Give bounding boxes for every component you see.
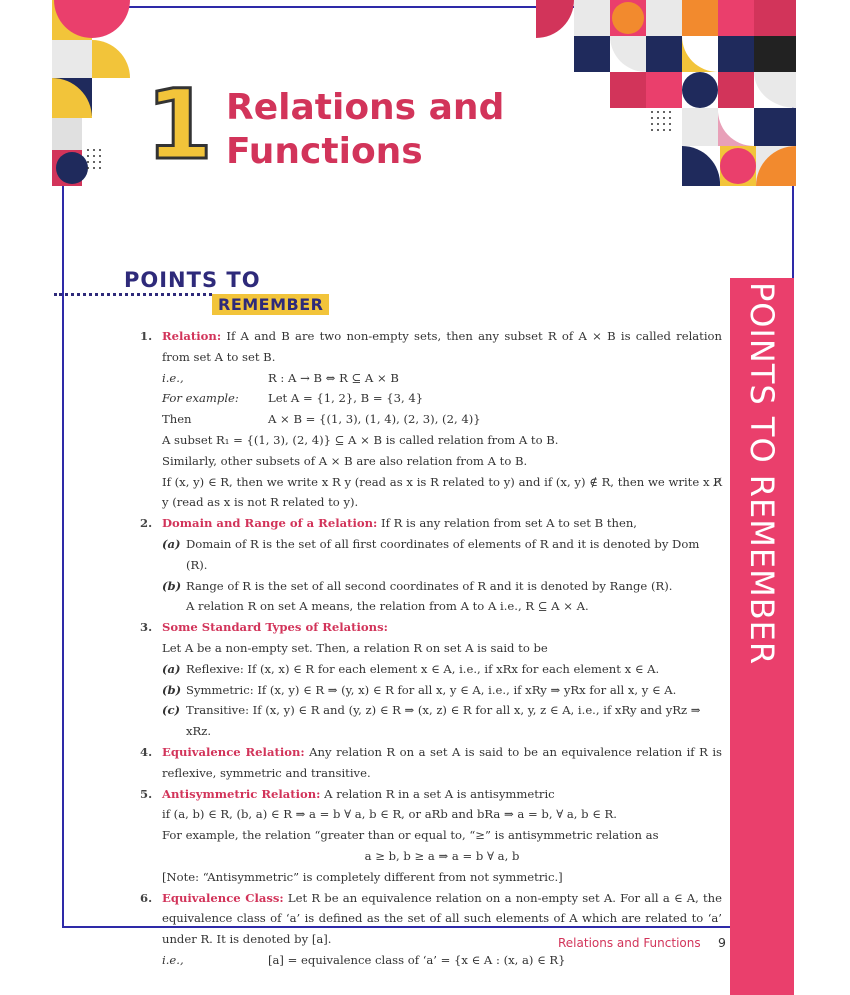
decorative-pattern-left [52,0,132,186]
item-number: 1. [140,329,153,343]
sub-label: (a) [162,661,181,676]
sub-text: Reflexive: If (x, x) ∈ R for each element x ∈ A, i.e., if xRx for each element x ∈ A. [186,661,660,676]
chapter-title [226,86,506,174]
item-heading: Some Standard Types of Relations: [162,620,388,635]
chapter-title-line2: Functions [226,131,423,172]
row-value: Let A = {1, 2}, B = {3, 4} [268,391,424,406]
item-line: For example, the relation “greater than or equal to, “≥” is antisymmetric relation as [162,828,659,843]
item-formula: a ≥ b, b ≥ a ⇒ a = b ∀ a, b [364,848,520,863]
item-heading: Equivalence Relation: [162,744,305,759]
row-value: R : A → B ⇔ R ⊆ A × B [268,370,399,385]
sub-text: Symmetric: If (x, y) ∈ R ⇒ (y, x) ∈ R for all x, y ∈ A, i.e., if xRy ⇒ yRx for all x, y ∈ A. [186,682,677,697]
item-number: 3. [140,620,153,635]
item-line: Let A be a non-empty set. Then, a relation R on set A is said to be [162,640,548,655]
row-label: i.e., [162,370,184,385]
item-text: If R is any relation from set A to set B then, [377,516,637,531]
row-label: Then [162,412,192,427]
item-note: A relation R on set A means, the relation from A to A i.e., R ⊆ A × A. [186,599,589,614]
list-item-equivalence-class [140,888,722,971]
item-number: 6. [140,890,153,905]
item-heading: Equivalence Class: [162,890,284,905]
chapter-number: 1 [146,69,213,181]
list-item-antisymmetric [140,784,722,888]
item-text: Let R be an equivalence relation on a non-empty set A. For all a ∈ A, the equivalence class of ‘a’ is defined as the set of all such elements of A which are related to ‘a’ under R. It is denoted by [a]. [162,890,722,947]
sub-text: Transitive: If (x, y) ∈ R and (y, z) ∈ R ⇒ (x, z) ∈ R for all x, y, z ∈ A, i.e., if xRy and yRz ⇒ xRz. [186,703,701,739]
sub-text: Range of R is the set of all second coordinates of R and it is denoted by Range (R). [186,578,673,593]
item-line: A subset R₁ = {(1, 3), (2, 4)} ⊆ A × B is called relation from A to B. [162,432,559,447]
item-line: If (x, y) ∈ R, then we write x R y (read as x is R related to y) and if (x, y) ∉ R, then we write x R̸ y (read as x is not R related to y). [162,474,722,510]
list-item-types [140,617,722,742]
item-line: Similarly, other subsets of A × B are also relation from A to B. [162,453,528,468]
points-to-heading: POINTS TO [124,268,261,292]
sub-label: (b) [162,578,182,593]
sub-text: Domain of R is the set of all first coordinates of elements of R and it is denoted by Dom (R). [186,536,700,572]
item-text: If A and B are two non-empty sets, then any subset R of A × B is called relation from set A to set B. [162,329,722,364]
item-number: 4. [140,744,153,759]
item-note: [Note: “Antisymmetric” is completely different from not symmetric.] [162,869,563,884]
item-heading: Relation: [162,329,222,343]
running-footer-title: Relations and Functions [558,936,701,950]
chapter-title-line1: Relations and [226,87,505,128]
item-number: 2. [140,516,153,531]
sub-label: (b) [162,682,182,697]
row-label: For example: [162,391,239,406]
page-number: 9 [718,935,726,950]
item-heading: Antisymmetric Relation: [162,786,321,801]
item-line: if (a, b) ∈ R, (b, a) ∈ R ⇒ a = b ∀ a, b ∈ R, or aRb and bRa ⇒ a = b, ∀ a, b ∈ R. [162,807,617,822]
list-item-domain-range [140,513,722,617]
list-item-relation [140,326,722,513]
main-content [140,326,722,971]
sub-label: (c) [162,703,181,718]
list-item-equivalence-relation [140,742,722,784]
item-text: A relation R in a set A is antisymmetric [320,786,555,801]
item-number: 5. [140,786,153,801]
row-label: i.e., [162,952,184,967]
item-text: Any relation R on a set A is said to be an equivalence relation if R is reflexive, symmetric and transitive. [162,744,722,780]
dotted-rule [54,293,212,296]
row-value: A × B = {(1, 3), (1, 4), (2, 3), (2, 4)} [268,412,481,427]
sub-label: (a) [162,536,181,551]
item-heading: Domain and Range of a Relation: [162,516,378,531]
remember-heading: REMEMBER [212,294,329,315]
side-band-text: POINTS TO REMEMBER [743,282,781,666]
row-value: [a] = equivalence class of ‘a’ = {x ∈ A : (x, a) ∈ R} [268,952,566,967]
decorative-pattern-right [536,0,796,186]
